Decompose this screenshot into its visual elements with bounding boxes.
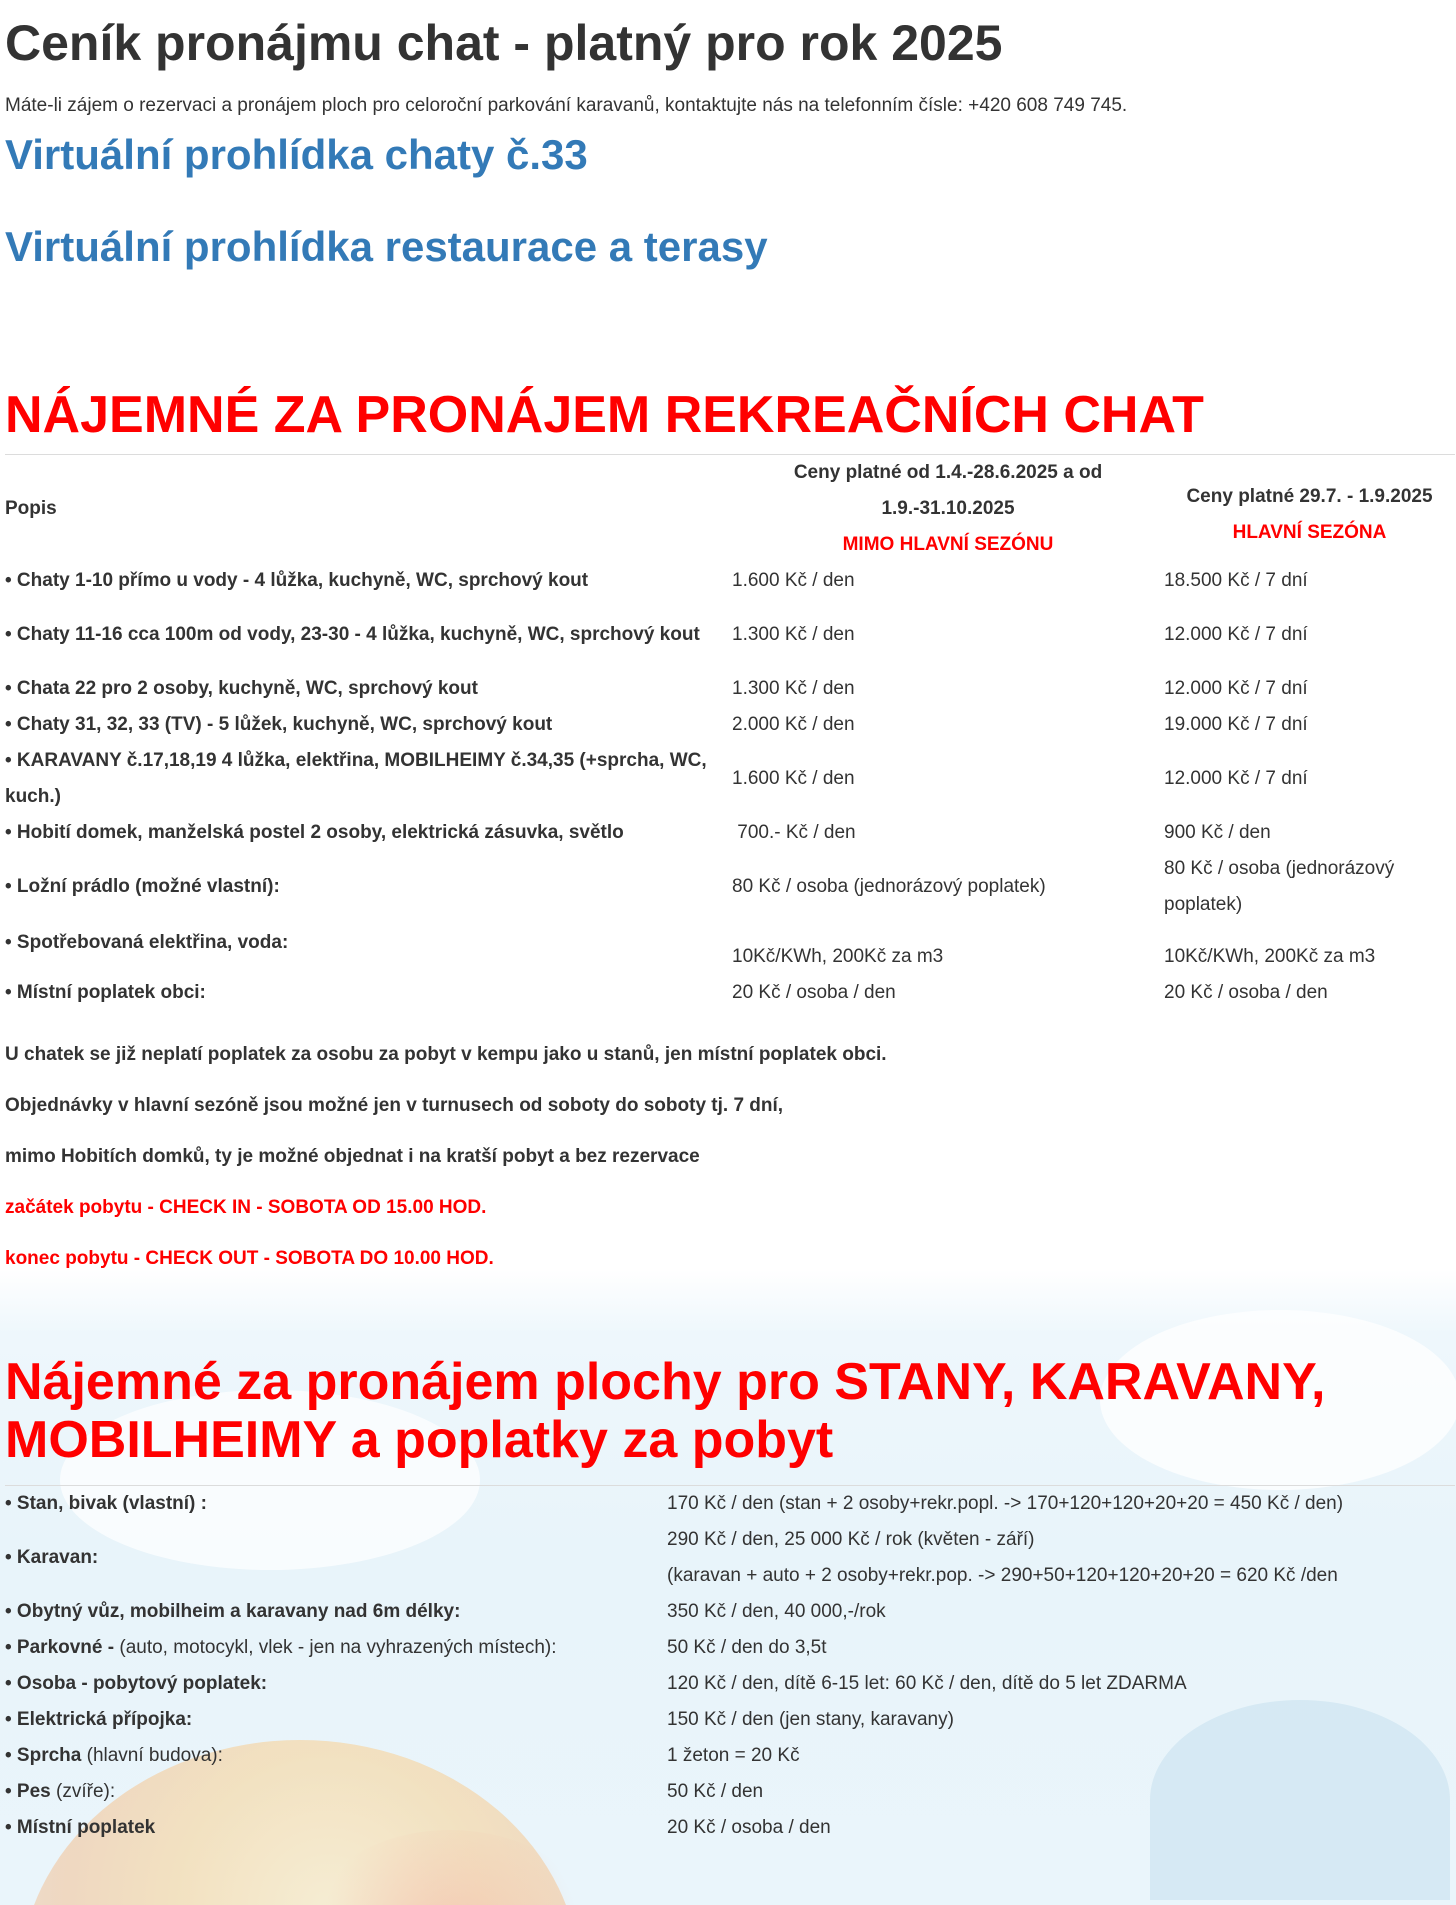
row-popis: • Chaty 11-16 cca 100m od vody, 23-30 - 4 lůžka, kuchyně, WC, sprchový kout <box>5 624 700 645</box>
row-off-price: 1.600 Kč / den <box>732 570 855 591</box>
row-main-price: 80 Kč / osoba (jednorázový poplatek) <box>1164 858 1395 915</box>
row-main-price: 12.000 Kč / 7 dní <box>1164 768 1308 789</box>
column-header-main-season <box>1164 455 1455 563</box>
row-label: • Obytný vůz, mobilheim a karavany nad 6m délky: <box>5 1601 461 1622</box>
table-row <box>5 1774 1455 1810</box>
row-off-price: 1.300 Kč / den <box>732 678 855 699</box>
off-season-label: MIMO HLAVNÍ SEZÓNU <box>842 534 1054 555</box>
column-header-popis: Popis <box>5 498 57 519</box>
plochy-price-table <box>5 1486 1455 1846</box>
row-popis: • Chaty 31, 32, 33 (TV) - 5 lůžek, kuchyně, WC, sprchový kout <box>5 714 553 735</box>
row-popis: • Spotřebovaná elektřina, voda: <box>5 932 289 953</box>
table-row <box>5 851 1455 923</box>
table-row <box>5 1738 1455 1774</box>
row-value: 350 Kč / den, 40 000,-/rok <box>667 1601 886 1622</box>
column-header-off-season <box>732 455 1164 563</box>
table-row <box>5 1522 1455 1594</box>
table-row <box>5 923 1455 975</box>
row-main-price: 12.000 Kč / 7 dní <box>1164 624 1308 645</box>
table-row <box>5 1486 1455 1522</box>
row-main-price: 10Kč/KWh, 200Kč za m3 <box>1164 946 1376 967</box>
table-row <box>5 1666 1455 1702</box>
main-season-label: HLAVNÍ SEZÓNA <box>1232 522 1387 543</box>
intro-text: Máte-li zájem o rezervaci a pronájem ploch pro celoroční parkování karavanů, kontaktujte nás na telefonním čísle: +420 608 749 745. <box>5 95 1128 116</box>
row-label: • Parkovné - (auto, motocykl, vlek - jen na vyhrazených místech): <box>5 1637 557 1658</box>
row-value: 20 Kč / osoba / den <box>667 1817 831 1838</box>
table-row <box>5 1594 1455 1630</box>
row-label: • Sprcha (hlavní budova): <box>5 1745 223 1766</box>
virtual-tour-chata-33-link[interactable]: Virtuální prohlídka chaty č.33 <box>5 131 588 178</box>
row-main-price: 19.000 Kč / 7 dní <box>1164 714 1308 735</box>
check-in-info: začátek pobytu - CHECK IN - SOBOTA OD 15.00 HOD. <box>5 1197 487 1218</box>
row-label: • Karavan: <box>5 1547 99 1568</box>
row-value: 50 Kč / den do 3,5t <box>667 1637 827 1658</box>
chaty-heading: NÁJEMNÉ ZA PRONÁJEM REKREAČNÍCH CHAT <box>5 386 1204 444</box>
row-label: • Osoba - pobytový poplatek: <box>5 1673 268 1694</box>
row-off-price: 1.300 Kč / den <box>732 624 855 645</box>
row-popis: • Chata 22 pro 2 osoby, kuchyně, WC, sprchový kout <box>5 678 478 699</box>
row-popis: • KARAVANY č.17,18,19 4 lůžka, elektřina, MOBILHEIMY č.34,35 (+sprcha, WC, kuch.) <box>5 750 707 807</box>
row-label: • Stan, bivak (vlastní) : <box>5 1493 207 1514</box>
row-off-price: 20 Kč / osoba / den <box>732 982 896 1003</box>
table-row <box>5 563 1455 599</box>
table-row <box>5 1810 1455 1846</box>
table-row <box>5 743 1455 815</box>
row-popis: • Ložní prádlo (možné vlastní): <box>5 876 280 897</box>
plochy-heading-line-2: MOBILHEIMY a poplatky za pobyt <box>5 1411 834 1469</box>
table-row <box>5 671 1455 707</box>
row-label: • Pes (zvíře): <box>5 1781 116 1802</box>
row-off-price: 80 Kč / osoba (jednorázový poplatek) <box>732 876 1046 897</box>
table-row <box>5 815 1455 851</box>
row-popis: • Chaty 1-10 přímo u vody - 4 lůžka, kuchyně, WC, sprchový kout <box>5 570 589 591</box>
table-row <box>5 975 1455 1011</box>
row-label: • Místní poplatek <box>5 1817 156 1838</box>
row-value: 1 žeton = 20 Kč <box>667 1745 800 1766</box>
row-label: • Elektrická přípojka: <box>5 1709 193 1730</box>
note-text: Objednávky v hlavní sezóně jsou možné jen v turnusech od soboty do soboty tj. 7 dní, <box>5 1095 784 1116</box>
row-value: 150 Kč / den (jen stany, karavany) <box>667 1709 954 1730</box>
chaty-price-table <box>5 455 1455 1011</box>
virtual-tour-restaurant-link[interactable]: Virtuální prohlídka restaurace a terasy <box>5 223 768 270</box>
off-season-dates-2: 1.9.-31.10.2025 <box>881 498 1015 519</box>
row-value: 50 Kč / den <box>667 1781 764 1802</box>
chaty-notes <box>5 1044 1455 1270</box>
row-main-price: 20 Kč / osoba / den <box>1164 982 1328 1003</box>
check-out-info: konec pobytu - CHECK OUT - SOBOTA DO 10.00 HOD. <box>5 1248 494 1269</box>
row-main-price: 12.000 Kč / 7 dní <box>1164 678 1308 699</box>
row-value: 170 Kč / den (stan + 2 osoby+rekr.popl. -> 170+120+120+20+20 = 450 Kč / den) <box>667 1493 1344 1514</box>
plochy-heading-line-1: Nájemné za pronájem plochy pro STANY, KARAVANY, <box>5 1353 1326 1411</box>
table-row <box>5 1702 1455 1738</box>
table-row <box>5 707 1455 743</box>
row-popis: • Místní poplatek obci: <box>5 982 206 1003</box>
table-row <box>5 599 1455 671</box>
main-season-dates: Ceny platné 29.7. - 1.9.2025 <box>1186 486 1433 507</box>
row-value: 290 Kč / den, 25 000 Kč / rok (květen - září) (karavan + auto + 2 osoby+rekr.pop. -> 290+50+120+120+20+20 = 620 Kč /den <box>667 1529 1338 1586</box>
table-row <box>5 1630 1455 1666</box>
row-main-price: 900 Kč / den <box>1164 822 1271 843</box>
note-text: U chatek se již neplatí poplatek za osobu za pobyt v kempu jako u stanů, jen místní poplatek obci. <box>5 1044 887 1065</box>
note-text: mimo Hobitích domků, ty je možné objednat i na kratší pobyt a bez rezervace <box>5 1146 700 1167</box>
plochy-heading <box>5 1353 1455 1469</box>
row-main-price: 18.500 Kč / 7 dní <box>1164 570 1308 591</box>
row-value: 120 Kč / den, dítě 6-15 let: 60 Kč / den, dítě do 5 let ZDARMA <box>667 1673 1187 1694</box>
row-off-price: 1.600 Kč / den <box>732 768 855 789</box>
table-header-row <box>5 455 1455 563</box>
page-title: Ceník pronájmu chat - platný pro rok 2025 <box>5 15 1003 71</box>
row-popis: • Hobití domek, manželská postel 2 osoby, elektrická zásuvka, světlo <box>5 822 624 843</box>
row-off-price: 2.000 Kč / den <box>732 714 855 735</box>
off-season-dates-1: Ceny platné od 1.4.-28.6.2025 a od <box>793 462 1103 483</box>
row-off-price: 700.- Kč / den <box>732 822 856 843</box>
row-off-price: 10Kč/KWh, 200Kč za m3 <box>732 946 944 967</box>
